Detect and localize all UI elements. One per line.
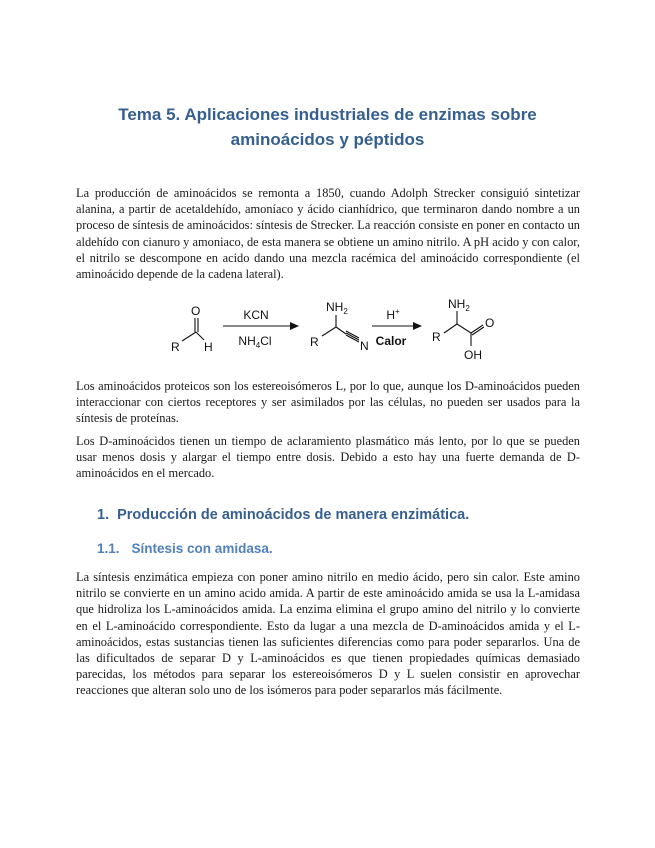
page-title bbox=[60, 102, 595, 152]
hydroxyl-oh-label: OH bbox=[464, 348, 482, 362]
amino-acid-structure bbox=[432, 297, 494, 362]
reaction-arrow-2 bbox=[372, 307, 422, 348]
reaction-arrow-1 bbox=[223, 308, 299, 350]
amino-acid-r-label: R bbox=[432, 330, 441, 344]
nh2-label-1: $NH_2$ bbox=[326, 300, 348, 316]
subsection-number-1-1: 1.1. bbox=[97, 541, 120, 556]
reagent-kcn: KCN bbox=[243, 308, 269, 322]
strecker-reaction-scheme bbox=[160, 296, 520, 366]
aldehyde-structure bbox=[171, 304, 213, 354]
section-title-1: Producción de aminoácidos de manera enzimática. bbox=[117, 507, 470, 523]
nh2-label-2: $NH_2$ bbox=[448, 297, 470, 313]
aldehyde-o-label: O bbox=[191, 304, 201, 318]
intro-paragraph: La producción de aminoácidos se remonta a 1850, cuando Adolph Strecker consiguió sintetizar alanina, a partir de acetaldehído, amoníaco y ácido cianhídrico, que terminaron dando nombre a un proceso de síntesis de aminoácidos: síntesis de Strecker. La reacción consiste en poner en contacto un aldehído con cianuro y amoniaco, de esta manera se obtiene un amino nitrilo. A pH acido y con calor, el nitrilo se descompone en acido dando una mezcla racémica del aminoácido correspondiente (el aminoácido depende de la cadena lateral). bbox=[76, 186, 580, 282]
section-heading-1 bbox=[97, 507, 469, 523]
nitrile-n-label: N bbox=[360, 339, 369, 353]
reagent-calor: Calor bbox=[375, 334, 407, 348]
reagent-h-plus: H+ bbox=[386, 307, 400, 322]
title-line-2: aminoácidos y péptidos bbox=[230, 130, 425, 149]
aldehyde-h-label: H bbox=[204, 340, 213, 354]
section-number-1: 1. bbox=[97, 507, 110, 523]
aminonitrile-structure bbox=[310, 300, 369, 353]
title-line-1: Tema 5. Aplicaciones industriales de enzimas sobre bbox=[118, 105, 537, 124]
paragraph-d-aminoacids: Los D-aminoácidos tienen un tiempo de aclaramiento plasmático más lento, por lo que se pueden usar menos dosis y alargar el tiempo entre dosis. Debido a esto hay una fuerte demanda de D-aminoácidos en el mercado. bbox=[76, 434, 580, 481]
aminonitrile-r-label: R bbox=[310, 335, 319, 349]
aldehyde-r-label: R bbox=[171, 340, 180, 354]
paragraph-amidase-synthesis: La síntesis enzimática empieza con poner amino nitrilo en medio ácido, pero sin calor. Este amino nitrilo se convierte en un amino acido amida. A partir de este aminoácido amida se usa la L-amidasa que hidroliza los L-aminoácidos amida. La enzima elimina el grupo amino del nitrilo y lo convierte en el L-aminoácido correspondiente. Esto da lugar a una mezcla de D-aminoácidos amida y el L-aminoácidos, estas sustancias tienen las suficientes diferencias como para poder separarlos. Una de las dificultados de separar D y L-aminoácidos es que tienen propiedades químicas demasiado parecidas, los métodos para separar los estereoisómeros D y L suelen consistir en aprovechar reacciones que alteran solo uno de los isómeros para poder separarlos más fácilmente. bbox=[76, 570, 580, 698]
subsection-title-1-1: Síntesis con amidasa. bbox=[131, 541, 273, 556]
paragraph-l-stereoisomers: Los aminoácidos proteicos son los estereoisómeros L, por lo que, aunque los D-aminoácidos pueden interaccionar con ciertos receptores y ser asimilados por las células, no pueden ser usados para la síntesis de proteínas. bbox=[76, 379, 580, 426]
subsection-heading-1-1 bbox=[97, 541, 273, 556]
reagent-nh4cl: $NH_4Cl$ bbox=[238, 334, 272, 350]
carbonyl-o-label: O bbox=[485, 316, 495, 330]
